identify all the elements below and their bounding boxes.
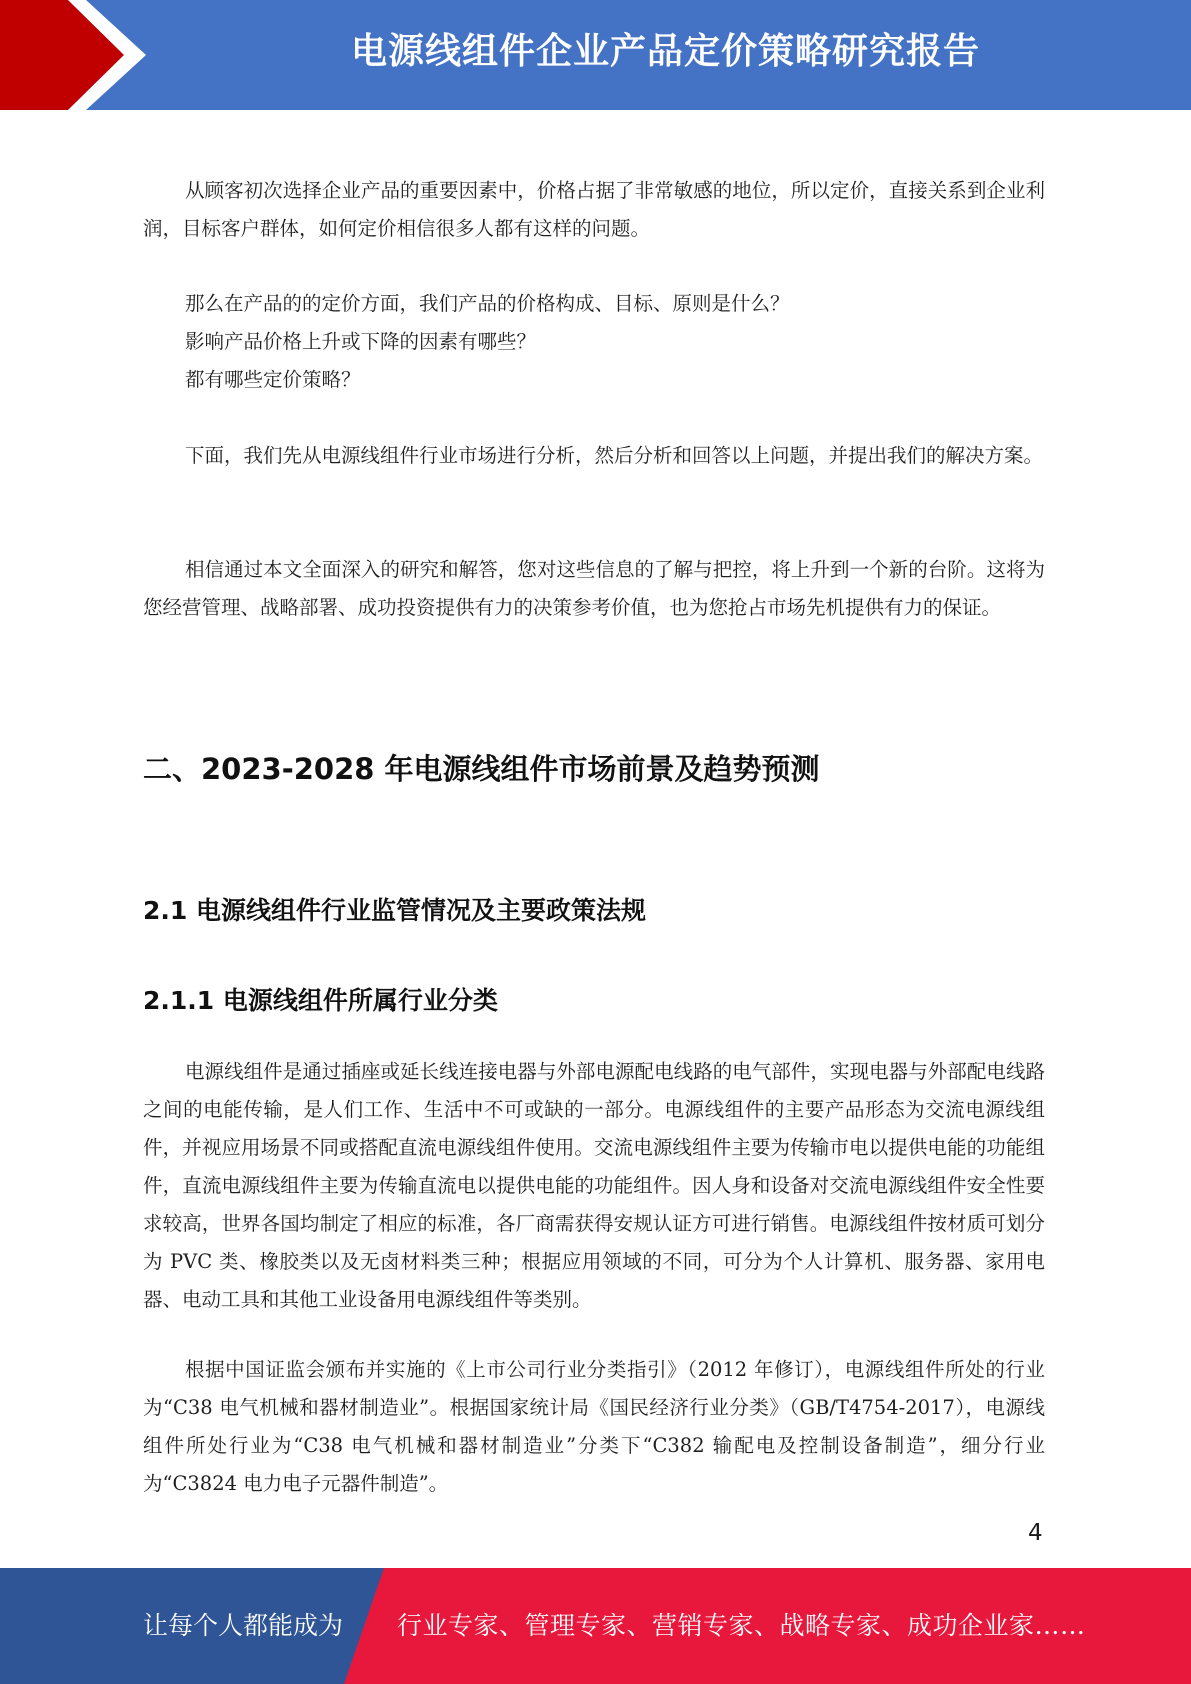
subsection-heading-2-1: 2.1 电源线组件行业监管情况及主要政策法规 <box>143 896 646 925</box>
question-line-1: 那么在产品的的定价方面，我们产品的价格构成、目标、原则是什么？ <box>185 292 790 315</box>
footer-banner <box>0 1568 1191 1684</box>
document-title: 电源线组件企业产品定价策略研究报告 <box>350 31 980 72</box>
footer-slogan-right: 行业专家、管理专家、营销专家、战略专家、成功企业家…… <box>397 1611 1086 1640</box>
body-paragraph-industry-code: 根据中国证监会颁布并实施的《上市公司行业分类指引》（2012 年修订），电源线组件所处的行业为“C38 电气机械和器材制造业”。根据国家统计局《国民经济行业分类》（GB/T4754-2017），电源线组件所处行业为“C38 电气机械和器材制造业”分类下“C382 输配电及控制设备制造”，细分行业为“C3824 电力电子元器件制造”。 <box>143 1358 1045 1495</box>
page-number: 4 <box>1028 1520 1043 1546</box>
intro-paragraph-1: 从顾客初次选择企业产品的重要因素中，价格占据了非常敏感的地位，所以定价，直接关系到企业利润，目标客户群体，如何定价相信很多人都有这样的问题。 <box>143 179 1045 240</box>
intro-paragraph-3: 相信通过本文全面深入的研究和解答，您对这些信息的了解与把控，将上升到一个新的台阶。这将为您经营管理、战略部署、成功投资提供有力的决策参考价值，也为您抢占市场先机提供有力的保证。 <box>143 558 1045 619</box>
body-paragraph-classification: 电源线组件是通过插座或延长线连接电器与外部电源配电线路的电气部件，实现电器与外部配电线路之间的电能传输，是人们工作、生活中不可或缺的一部分。电源线组件的主要产品形态为交流电源线组件，并视应用场景不同或搭配直流电源线组件使用。交流电源线组件主要为传输市电以提供电能的功能组件，直流电源线组件主要为传输直流电以提供电能的功能组件。因人身和设备对交流电源线组件安全性要求较高，世界各国均制定了相应的标准，各厂商需获得安规认证方可进行销售。电源线组件按材质可划分为 PVC 类、橡胶类以及无卤材料类三种；根据应用领域的不同，可分为个人计算机、服务器、家用电器、电动工具和其他工业设备用电源线组件等类别。 <box>143 1060 1045 1311</box>
footer-slogan-left: 让每个人都能成为 <box>143 1611 344 1640</box>
question-line-3: 都有哪些定价策略？ <box>185 368 361 391</box>
header-red-chevron-decoration <box>0 0 160 110</box>
question-line-2: 影响产品价格上升或下降的因素有哪些？ <box>185 330 537 353</box>
section-heading-2: 二、2023-2028 年电源线组件市场前景及趋势预测 <box>143 752 820 786</box>
intro-paragraph-2: 下面，我们先从电源线组件行业市场进行分析，然后分析和回答以上问题，并提出我们的解决方案。 <box>185 444 1044 467</box>
header-banner <box>0 0 1191 110</box>
subsection-heading-2-1-1: 2.1.1 电源线组件所属行业分类 <box>143 986 498 1015</box>
